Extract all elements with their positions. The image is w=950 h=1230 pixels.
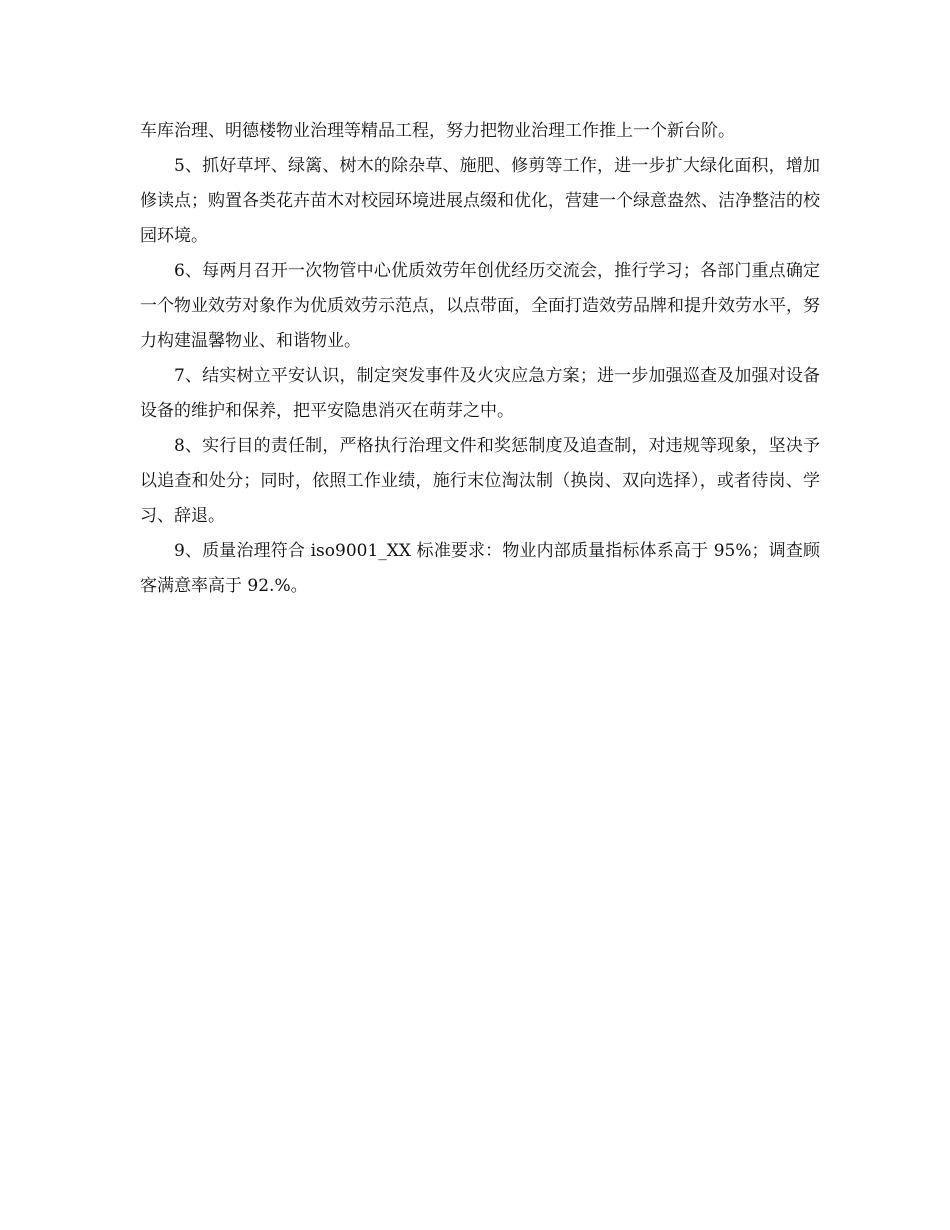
paragraph-item-6: 6、每两月召开一次物管中心优质效劳年创优经历交流会，推行学习；各部门重点确定一个物业效劳对象作为优质效劳示范点，以点带面，全面打造效劳品牌和提升效劳水平，努力构建温馨物业、和谐物业。: [140, 261, 820, 351]
document-body: [140, 114, 820, 604]
paragraph-item-9: 9、质量治理符合 iso9001_XX 标准要求：物业内部质量指标体系高于 95%；调查顾客满意率高于 92.%。: [140, 541, 820, 596]
paragraph-item-7: 7、结实树立平安认识，制定突发事件及火灾应急方案；进一步加强巡查及加强对设备设备的维护和保养，把平安隐患消灭在萌芽之中。: [140, 366, 820, 421]
paragraph-item-8: 8、实行目的责任制，严格执行治理文件和奖惩制度及追查制，对违规等现象，坚决予以追查和处分；同时，依照工作业绩，施行末位淘汰制（换岗、双向选择），或者待岗、学习、辞退。: [140, 436, 820, 526]
paragraph-item-5: 5、抓好草坪、绿篱、树木的除杂草、施肥、修剪等工作，进一步扩大绿化面积，增加修读点；购置各类花卉苗木对校园环境进展点缀和优化，营建一个绿意盎然、洁净整洁的校园环境。: [140, 156, 820, 246]
paragraph-continuation: 车库治理、明德楼物业治理等精品工程，努力把物业治理工作推上一个新台阶。: [140, 121, 735, 141]
